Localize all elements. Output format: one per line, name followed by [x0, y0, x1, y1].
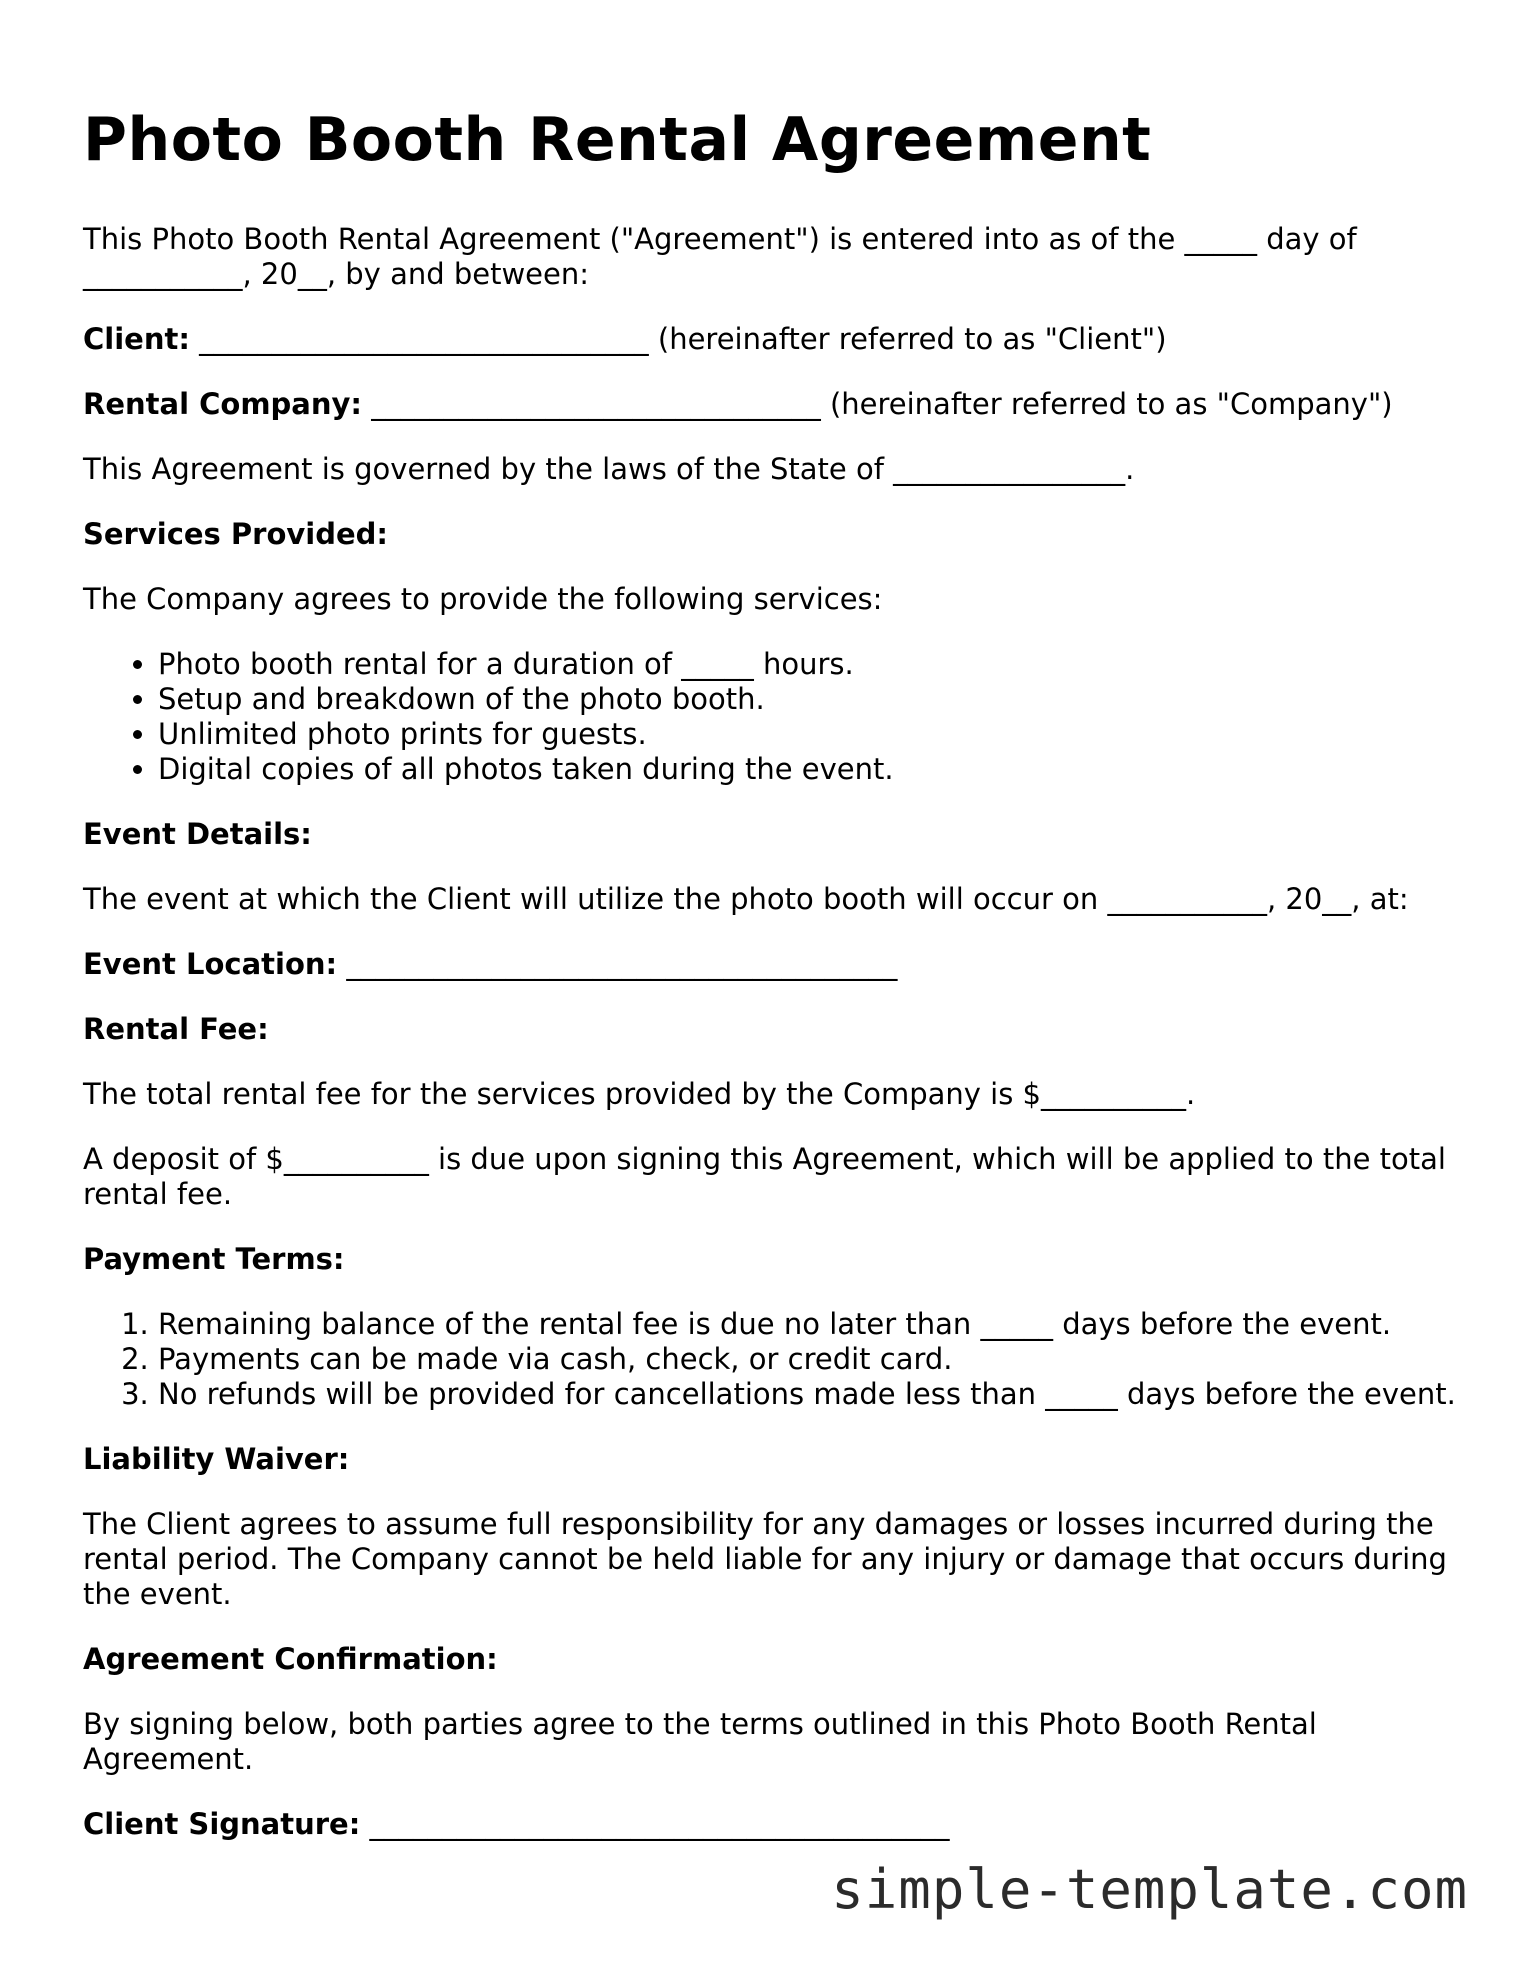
payment-list — [83, 1307, 1463, 1412]
confirmation-heading: Agreement Confirmation: — [83, 1642, 498, 1676]
list-item: 1. Remaining balance of the rental fee is due no later than _____ days before the event. — [158, 1307, 1463, 1342]
client-signature-line — [83, 1807, 1463, 1842]
event-location-field: ______________________________________ — [337, 947, 898, 981]
client-signature-label: Client Signature: — [83, 1807, 361, 1841]
fee-total: The total rental fee for the services provided by the Company is $__________. — [83, 1077, 1196, 1111]
document-page — [83, 100, 1463, 1872]
fee-deposit: A deposit of $__________ is due upon signing this Agreement, which will be applied to the total rental fee. — [83, 1142, 1446, 1211]
event-heading: Event Details: — [83, 817, 312, 851]
services-list — [83, 647, 1463, 787]
list-item: 3. No refunds will be provided for cancellations made less than _____ days before the event. — [158, 1377, 1463, 1412]
payment-heading: Payment Terms: — [83, 1242, 345, 1276]
company-label: Rental Company: — [83, 387, 363, 421]
governing-law: This Agreement is governed by the laws of the State of ________________. — [83, 452, 1135, 486]
fee-heading: Rental Fee: — [83, 1012, 269, 1046]
client-field: _______________________________ (hereinafter referred to as "Client") — [189, 322, 1167, 356]
list-item: • Setup and breakdown of the photo booth. — [158, 682, 1463, 717]
list-item: • Digital copies of all photos taken during the event. — [158, 752, 1463, 787]
event-location-label: Event Location: — [83, 947, 338, 981]
company-line — [83, 387, 1463, 422]
list-item: 2. Payments can be made via cash, check, or credit card. — [158, 1342, 1463, 1377]
client-signature-field: ________________________________________ — [360, 1807, 950, 1841]
client-label: Client: — [83, 322, 190, 356]
watermark: simple-template.com — [831, 1858, 1468, 1921]
intro-paragraph: This Photo Booth Rental Agreement ("Agreement") is entered into as of the _____ day of ___________, 20__, by and between: — [83, 222, 1357, 291]
list-item: • Unlimited photo prints for guests. — [158, 717, 1463, 752]
liability-text: The Client agrees to assume full responsibility for any damages or losses incurred during the rental period. The Company cannot be held liable for any injury or damage that occurs during the event. — [83, 1507, 1447, 1611]
client-line — [83, 322, 1463, 357]
liability-heading: Liability Waiver: — [83, 1442, 350, 1476]
list-item: • Photo booth rental for a duration of _____ hours. — [158, 647, 1463, 682]
event-text: The event at which the Client will utilize the photo booth will occur on ___________, 20__, at: — [83, 882, 1409, 916]
services-intro: The Company agrees to provide the following services: — [83, 582, 883, 616]
company-field: _______________________________ (hereinafter referred to as "Company") — [362, 387, 1393, 421]
confirmation-text: By signing below, both parties agree to the terms outlined in this Photo Booth Rental Agreement. — [83, 1707, 1317, 1776]
services-heading: Services Provided: — [83, 517, 389, 551]
document-title: Photo Booth Rental Agreement — [83, 105, 1152, 175]
event-location-line — [83, 947, 1463, 982]
